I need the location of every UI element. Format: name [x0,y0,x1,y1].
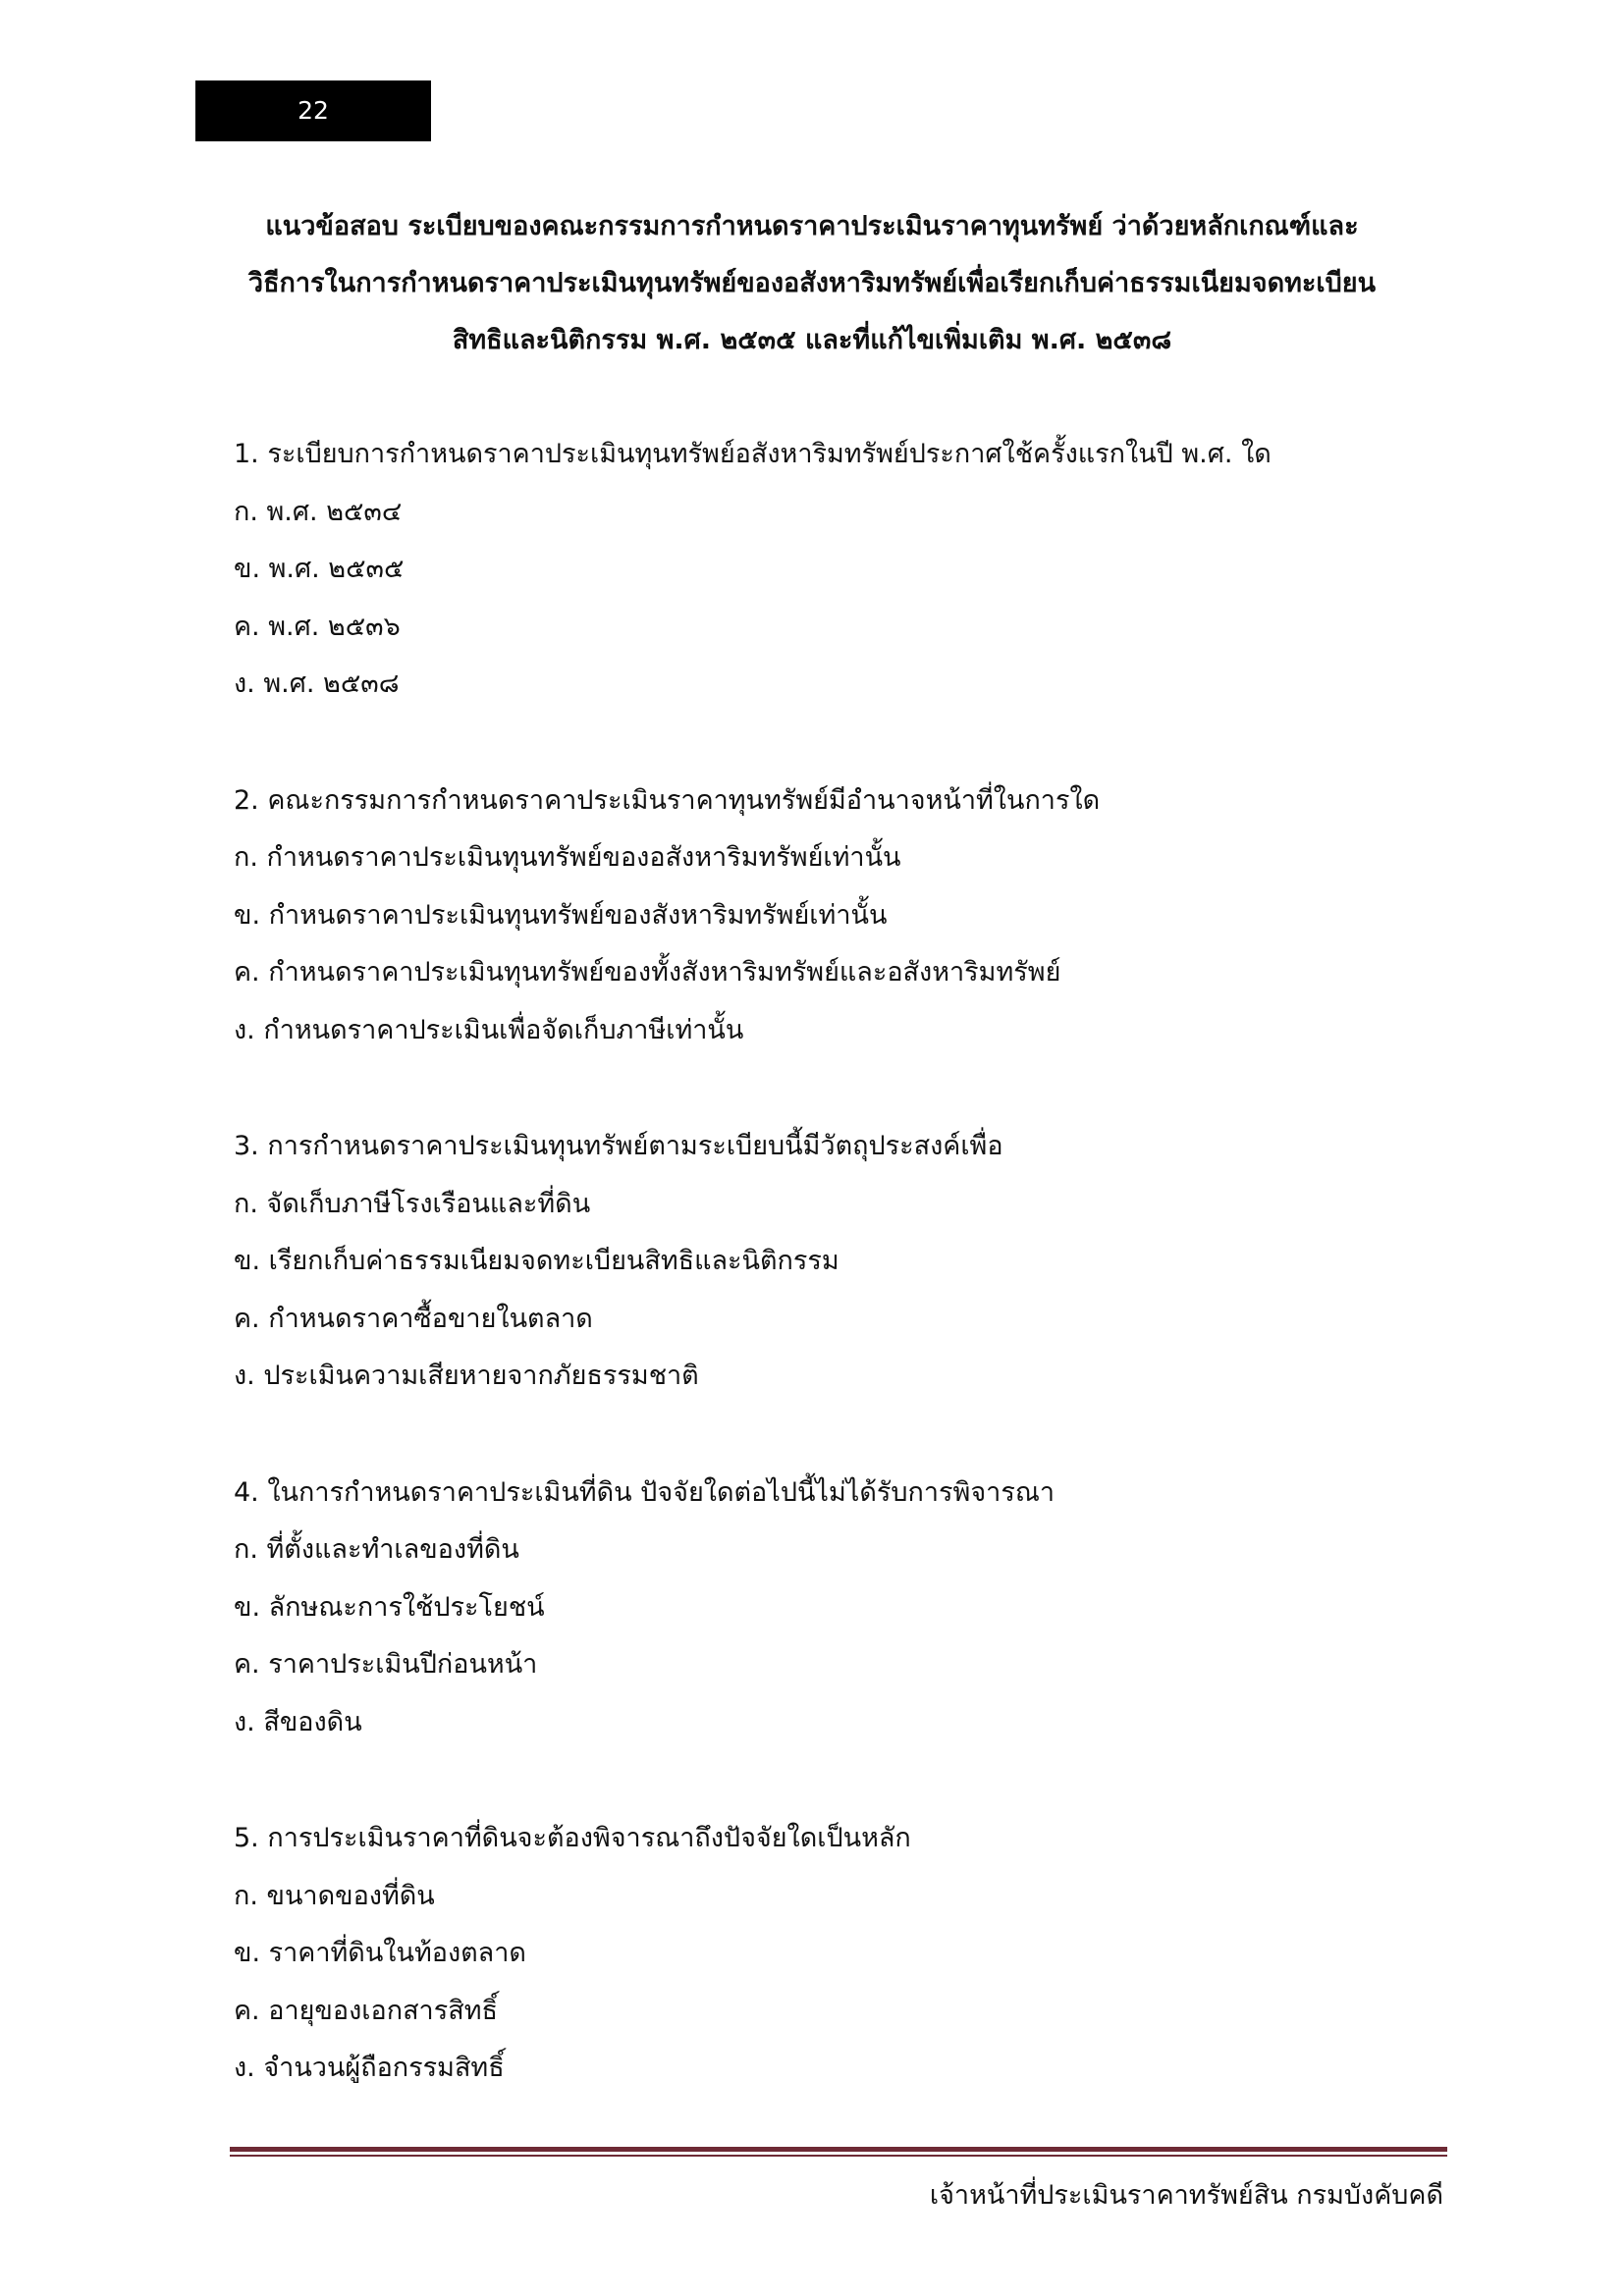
option-a: ก. ที่ตั้งและทำเลของที่ดิน [234,1534,519,1565]
option-c: ค. กำหนดราคาซื้อขายในตลาด [234,1303,593,1334]
option-c: ค. พ.ศ. ๒๕๓๖ [234,611,401,642]
option-b: ข. กำหนดราคาประเมินทุนทรัพย์ของสังหาริมทรัพย์เท่านั้น [234,899,888,931]
footer-text: เจ้าหน้าที่ประเมินราคาทรัพย์สิน กรมบังคับคดี [929,2180,1443,2211]
question-text: 5. การประเมินราคาที่ดินจะต้องพิจารณาถึงปัจจัยใดเป็นหลัก [234,1823,911,1853]
option-d: ง. พ.ศ. ๒๕๓๘ [234,668,400,699]
footer-divider [230,2147,1447,2152]
page-number-badge [195,80,431,141]
option-d: ง. ประเมินความเสียหายจากภัยธรรมชาติ [234,1361,699,1391]
footer-divider-thin [230,2155,1447,2157]
question-4 [234,1465,1441,1752]
option-c: ค. ราคาประเมินปีก่อนหน้า [234,1649,538,1680]
option-d: ง. กำหนดราคาประเมินเพื่อจัดเก็บภาษีเท่านั้น [234,1014,744,1045]
option-b: ข. พ.ศ. ๒๕๓๕ [234,554,405,584]
title-line-1: แนวข้อสอบ ระเบียบของคณะกรรมการกำหนดราคาประเมินราคาทุนทรัพย์ ว่าด้วยหลักเกณฑ์และ [265,211,1359,241]
question-1 [234,426,1441,714]
question-text: 3. การกำหนดราคาประเมินทุนทรัพย์ตามระเบียบนี้มีวัตถุประสงค์เพื่อ [234,1131,1003,1161]
option-d: ง. สีของดิน [234,1706,362,1737]
option-a: ก. พ.ศ. ๒๕๓๔ [234,496,403,527]
option-a: ก. จัดเก็บภาษีโรงเรือนและที่ดิน [234,1188,591,1219]
document-title [147,198,1477,369]
page-number: 22 [298,96,329,125]
question-text: 1. ระเบียบการกำหนดราคาประเมินทุนทรัพย์อสังหาริมทรัพย์ประกาศใช้ครั้งแรกในปี พ.ศ. ใด [234,439,1272,469]
option-c: ค. อายุของเอกสารสิทธิ์ [234,1995,498,2026]
option-d: ง. จำนวนผู้ถือกรรมสิทธิ์ [234,2053,505,2083]
option-b: ข. ลักษณะการใช้ประโยชน์ [234,1591,545,1623]
option-a: ก. กำหนดราคาประเมินทุนทรัพย์ของอสังหาริมทรัพย์เท่านั้น [234,842,901,873]
option-c: ค. กำหนดราคาประเมินทุนทรัพย์ของทั้งสังหาริมทรัพย์และอสังหาริมทรัพย์ [234,957,1061,988]
option-b: ข. ราคาที่ดินในท้องตลาด [234,1938,526,1968]
question-3 [234,1118,1441,1406]
question-text: 4. ในการกำหนดราคาประเมินที่ดิน ปัจจัยใดต่อไปนี้ไม่ได้รับการพิจารณา [234,1476,1056,1508]
question-2 [234,773,1441,1060]
title-line-2: วิธีการในการกำหนดราคาประเมินทุนทรัพย์ของอสังหาริมทรัพย์เพื่อเรียกเก็บค่าธรรมเนียมจดทะเบียน [247,268,1377,298]
question-5 [234,1810,1441,2098]
title-line-3: สิทธิและนิติกรรม พ.ศ. ๒๕๓๕ และที่แก้ไขเพิ่มเติม พ.ศ. ๒๕๓๘ [452,325,1172,355]
option-a: ก. ขนาดของที่ดิน [234,1880,435,1911]
option-b: ข. เรียกเก็บค่าธรรมเนียมจดทะเบียนสิทธิและนิติกรรม [234,1246,839,1276]
question-list [234,426,1441,2157]
question-text: 2. คณะกรรมการกำหนดราคาประเมินราคาทุนทรัพย์มีอำนาจหน้าที่ในการใด [234,784,1101,816]
